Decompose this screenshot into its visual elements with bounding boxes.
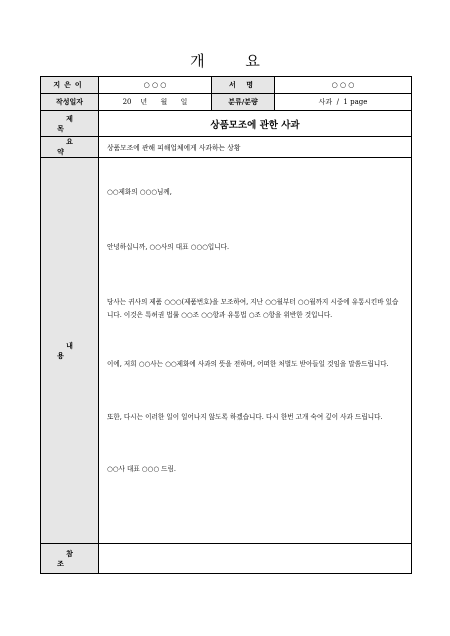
- content-paragraph: 이에, 저희 ○○사는 ○○제화에 사과의 뜻을 전하며, 어떠한 처벌도 받아들일 것임을 말씀드립니다.: [107, 360, 389, 368]
- subject-value: 상품모조에 관한 사과: [99, 111, 412, 137]
- date-value: 20 년 월 일: [99, 94, 212, 111]
- overview-table: [40, 76, 412, 574]
- reference-label: 참 조: [41, 544, 99, 574]
- category-label: 분류/분량: [212, 94, 275, 111]
- content-label: 내 용: [41, 158, 99, 544]
- signature-label: 서 명: [212, 77, 275, 94]
- content-paragraph: ○○제화의 ○○○님께,: [107, 188, 172, 196]
- date-label: 작성일자: [41, 94, 99, 111]
- content-body: [99, 158, 412, 544]
- page-title: 개 요: [190, 52, 278, 70]
- author-label: 지은이: [41, 77, 99, 94]
- content-paragraph: 안녕하십니까, ○○사의 대표 ○○○입니다.: [107, 242, 230, 251]
- subject-label: 제 목: [41, 111, 99, 137]
- summary-value: 상품모조에 관해 피해업체에게 사과하는 상황: [99, 137, 412, 158]
- content-paragraph: ○○사 대표 ○○○ 드림.: [107, 465, 176, 473]
- content-paragraph: 또한, 다시는 이러한 일이 일어나지 않도록 하겠습니다. 다시 한번 고개 숙여 깊이 사과 드립니다.: [107, 412, 383, 421]
- author-value: ○ ○ ○: [99, 77, 212, 94]
- signature-value: ○ ○ ○: [275, 77, 412, 94]
- content-paragraph: 당사는 귀사의 제품 ○○○(제품번호)을 모조하여, 지난 ○○월부터 ○○월까지 시중에 유통시킨바 있습니다. 이것은 특허권 법률 ○○조 ○○항과 유통법 ○조 ○항을 위반한 것입니다.: [107, 298, 399, 319]
- summary-label: 요 약: [41, 137, 99, 158]
- reference-value: [99, 544, 412, 574]
- category-value: 사과 / 1 page: [275, 94, 412, 111]
